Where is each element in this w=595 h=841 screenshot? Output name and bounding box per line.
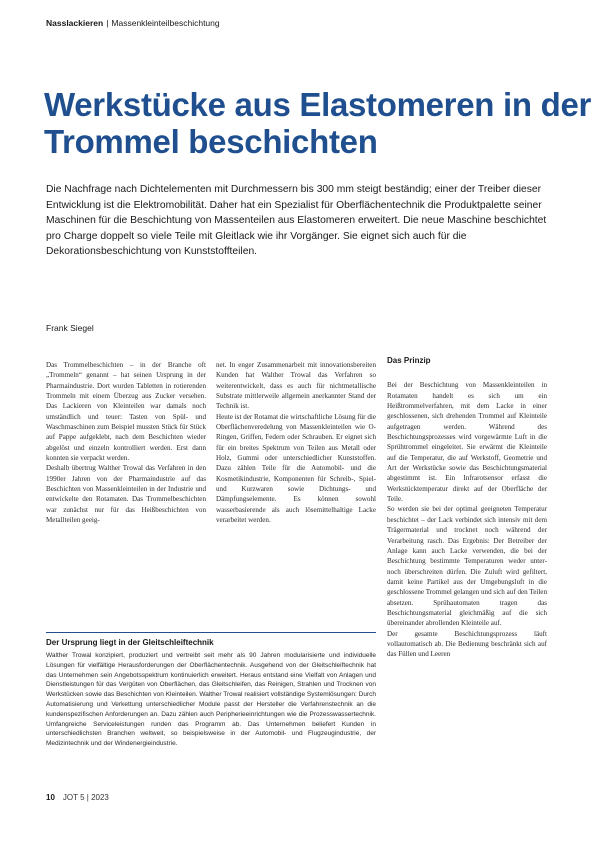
info-box-text: Walther Trowal konzipiert, produziert und vertreibt seit mehr als 90 Jahren modularisierte und individuelle Lösungen für vielfältige Herausforderungen der Oberflächentechnik. Ausgehend von der Gleitschleiftechnik hat das Unternehmen sein Angebotsspektrum kontinuierlich erweitert. Heraus entstand eine Vielfalt von Anlagen und Dienstleistungen für das Vergüten von Oberflächen, das Gleitschleifen, das Reinigen, Strahlen und Trocknen von Werkstücken sowie das Beschichten von Kleinteilen. Walther Trowal realisiert vollständige Systemlösungen: Durch Automatisierung und Verkettung unterschiedlicher Module passt der Hersteller die Verfahrenstechnik an die kundenspezifischen Anforderungen an. Dazu zählen auch Peripherieeinrichtungen wie die Prozesswassertechnik. Umfangreiche Serviceleistungen runden das Programm ab. Das Unternehmen beliefert Kunden in unterschiedlichsten Branchen weltweit, so beispielsweise in der Automobil- und Flugzeugindustrie, der Medizintechnik und der Windenergieindustrie.	[46, 652, 376, 748]
body-paragraph: Der gesamte Beschichtungsprozess läuft vollautomatisch ab. Die Bedienung beschränkt sich auf das Füllen und Leeren	[387, 629, 547, 659]
body-column-3	[387, 356, 547, 660]
body-paragraph: So werden sie bei der optimal geeigneten Temperatur beschichtet – der Lack verbindet sich intensiv mit dem Trägermaterial und trocknet noch während der Verarbeitung rasch. Das Ergebnis: Der Betreiber der Anlage kann auch Lacke verwenden, die bei der Beschichtung bestimmte Temperaturen weder unter- noch überschreiten dürfen. Die Zuluft wird gefiltert, damit keine Partikel aus der Umgebungsluft in die geschlossene Trommel gelangen und sich auf den Teilen absetzen. Sprühautomaten tragen das Beschichtungsmaterial gleichmäßig auf die sich übereinander abrollenden Kleinteile auf.	[387, 505, 547, 628]
info-box-heading: Der Ursprung liegt in der Gleitschleiftechnik	[46, 638, 214, 647]
body-paragraph: Heute ist der Rotamat die wirtschaftliche Lösung für die Oberflächenveredelung von Massenkleinteilen wie O-Ringen, Griffen, Federn oder Schrauben. Er eignet sich für ein breites Spektrum von Teilen aus Metall oder Holz, Gummi oder unterschiedlicher Kunststoffen. Dazu zählen Teile für die Automobil- und die Kosmetikindustrie, Komponenten für Schreib-, Spiel- und Kurzwaren sowie Dichtungs- und Dämpfungselemente. Es können sowohl wasserbasierende als auch lösemittelhaltige Lacke verarbeitet werden.	[216, 412, 376, 525]
lead-paragraph: Die Nachfrage nach Dichtelementen mit Durchmessern bis 300 mm steigt beständig; einer der Treiber dieser Entwicklung ist die Elektromobilität. Daher hat ein Spezialist für Oberflächentechnik die Produktpalette seiner Maschinen für die Beschichtung von Massenteilen aus Elastomeren erweitert. Die neue Maschine beschichtet pro Charge doppelt so viele Teile mit Gleitlack wie ihr Vorgänger. Sie eignet sich auch für die Dekorationsbeschichtung von Kunststoffteilen.	[46, 184, 547, 258]
section-heading-principle: Das Prinzip	[387, 356, 431, 365]
running-header	[46, 18, 220, 28]
page-footer	[46, 793, 109, 802]
section-label: Nasslackieren	[46, 18, 104, 28]
journal-issue: JOT 5 | 2023	[62, 793, 109, 802]
page-number: 10	[46, 793, 55, 802]
article-title: Werkstücke aus Elastomeren in der Trommel beschichten	[44, 86, 592, 160]
body-paragraph: net. In enger Zusammenarbeit mit innovationsbereiten Kunden hat Walther Trowal das Verfahren so weiterentwickelt, dass es auch für nichtmetallische Substrate mittlerweile allgemein anerkannter Stand der Technik ist.	[216, 361, 376, 411]
subsection-label: Massenkleinteilbeschichtung	[111, 18, 220, 28]
body-column-1	[46, 360, 206, 526]
header-separator: |	[106, 18, 109, 28]
body-column-2	[216, 360, 376, 526]
info-box	[46, 632, 376, 748]
body-paragraph: Deshalb übertrug Walther Trowal das Verfahren in den 1990er Jahren von der Pharmaindustrie auf das Beschichten von Massenkleinteilen in der Industrie und entwickelte den Rotamaten. Das Trommelbeschichten war zunächst nur für das Heißbeschichten von Metallteilen geeig-	[46, 464, 206, 525]
body-paragraph: Bei der Beschichtung von Massenkleinteilen in Rotamaten handelt es sich um ein Heißtrommelverfahren, mit dem Lacke in einer geschlossenen, sich drehenden Trommel auf Kleinteile aufgetragen werden. Während des Beschichtungsprozesses wird vorgewärmte Luft in die Sprühtrommel eingeleitet. Sie erwärmt die Kleinteile auf die Temperatur, die auf Werkstoff, Geometrie und Art der Werkstücke sowie das Beschichtungsmaterial abgestimmt ist. Ein Infrarotsensor erfasst die Werkstücktemperatur direkt auf der Oberfläche der Teile.	[387, 381, 547, 504]
body-paragraph: Das Trommelbeschichten – in der Branche oft „Trommeln“ genannt – hat seinen Ursprung in der Pharmaindustrie. Dort wurden Tabletten in rotierenden Trommeln mit einem Überzug aus Zucker versehen. Das Lackieren von Kleinteilen war damals noch umständlich und teuer: Tasten von Spül- und Waschmaschinen zum Beispiel mussten Stück für Stück auf Pappe aufgeklebt, nach dem Beschichten wieder abgelöst und einzeln kontrolliert werden. Erst dann konnten sie verpackt werden.	[46, 361, 206, 463]
author-name: Frank Siegel	[46, 323, 94, 333]
